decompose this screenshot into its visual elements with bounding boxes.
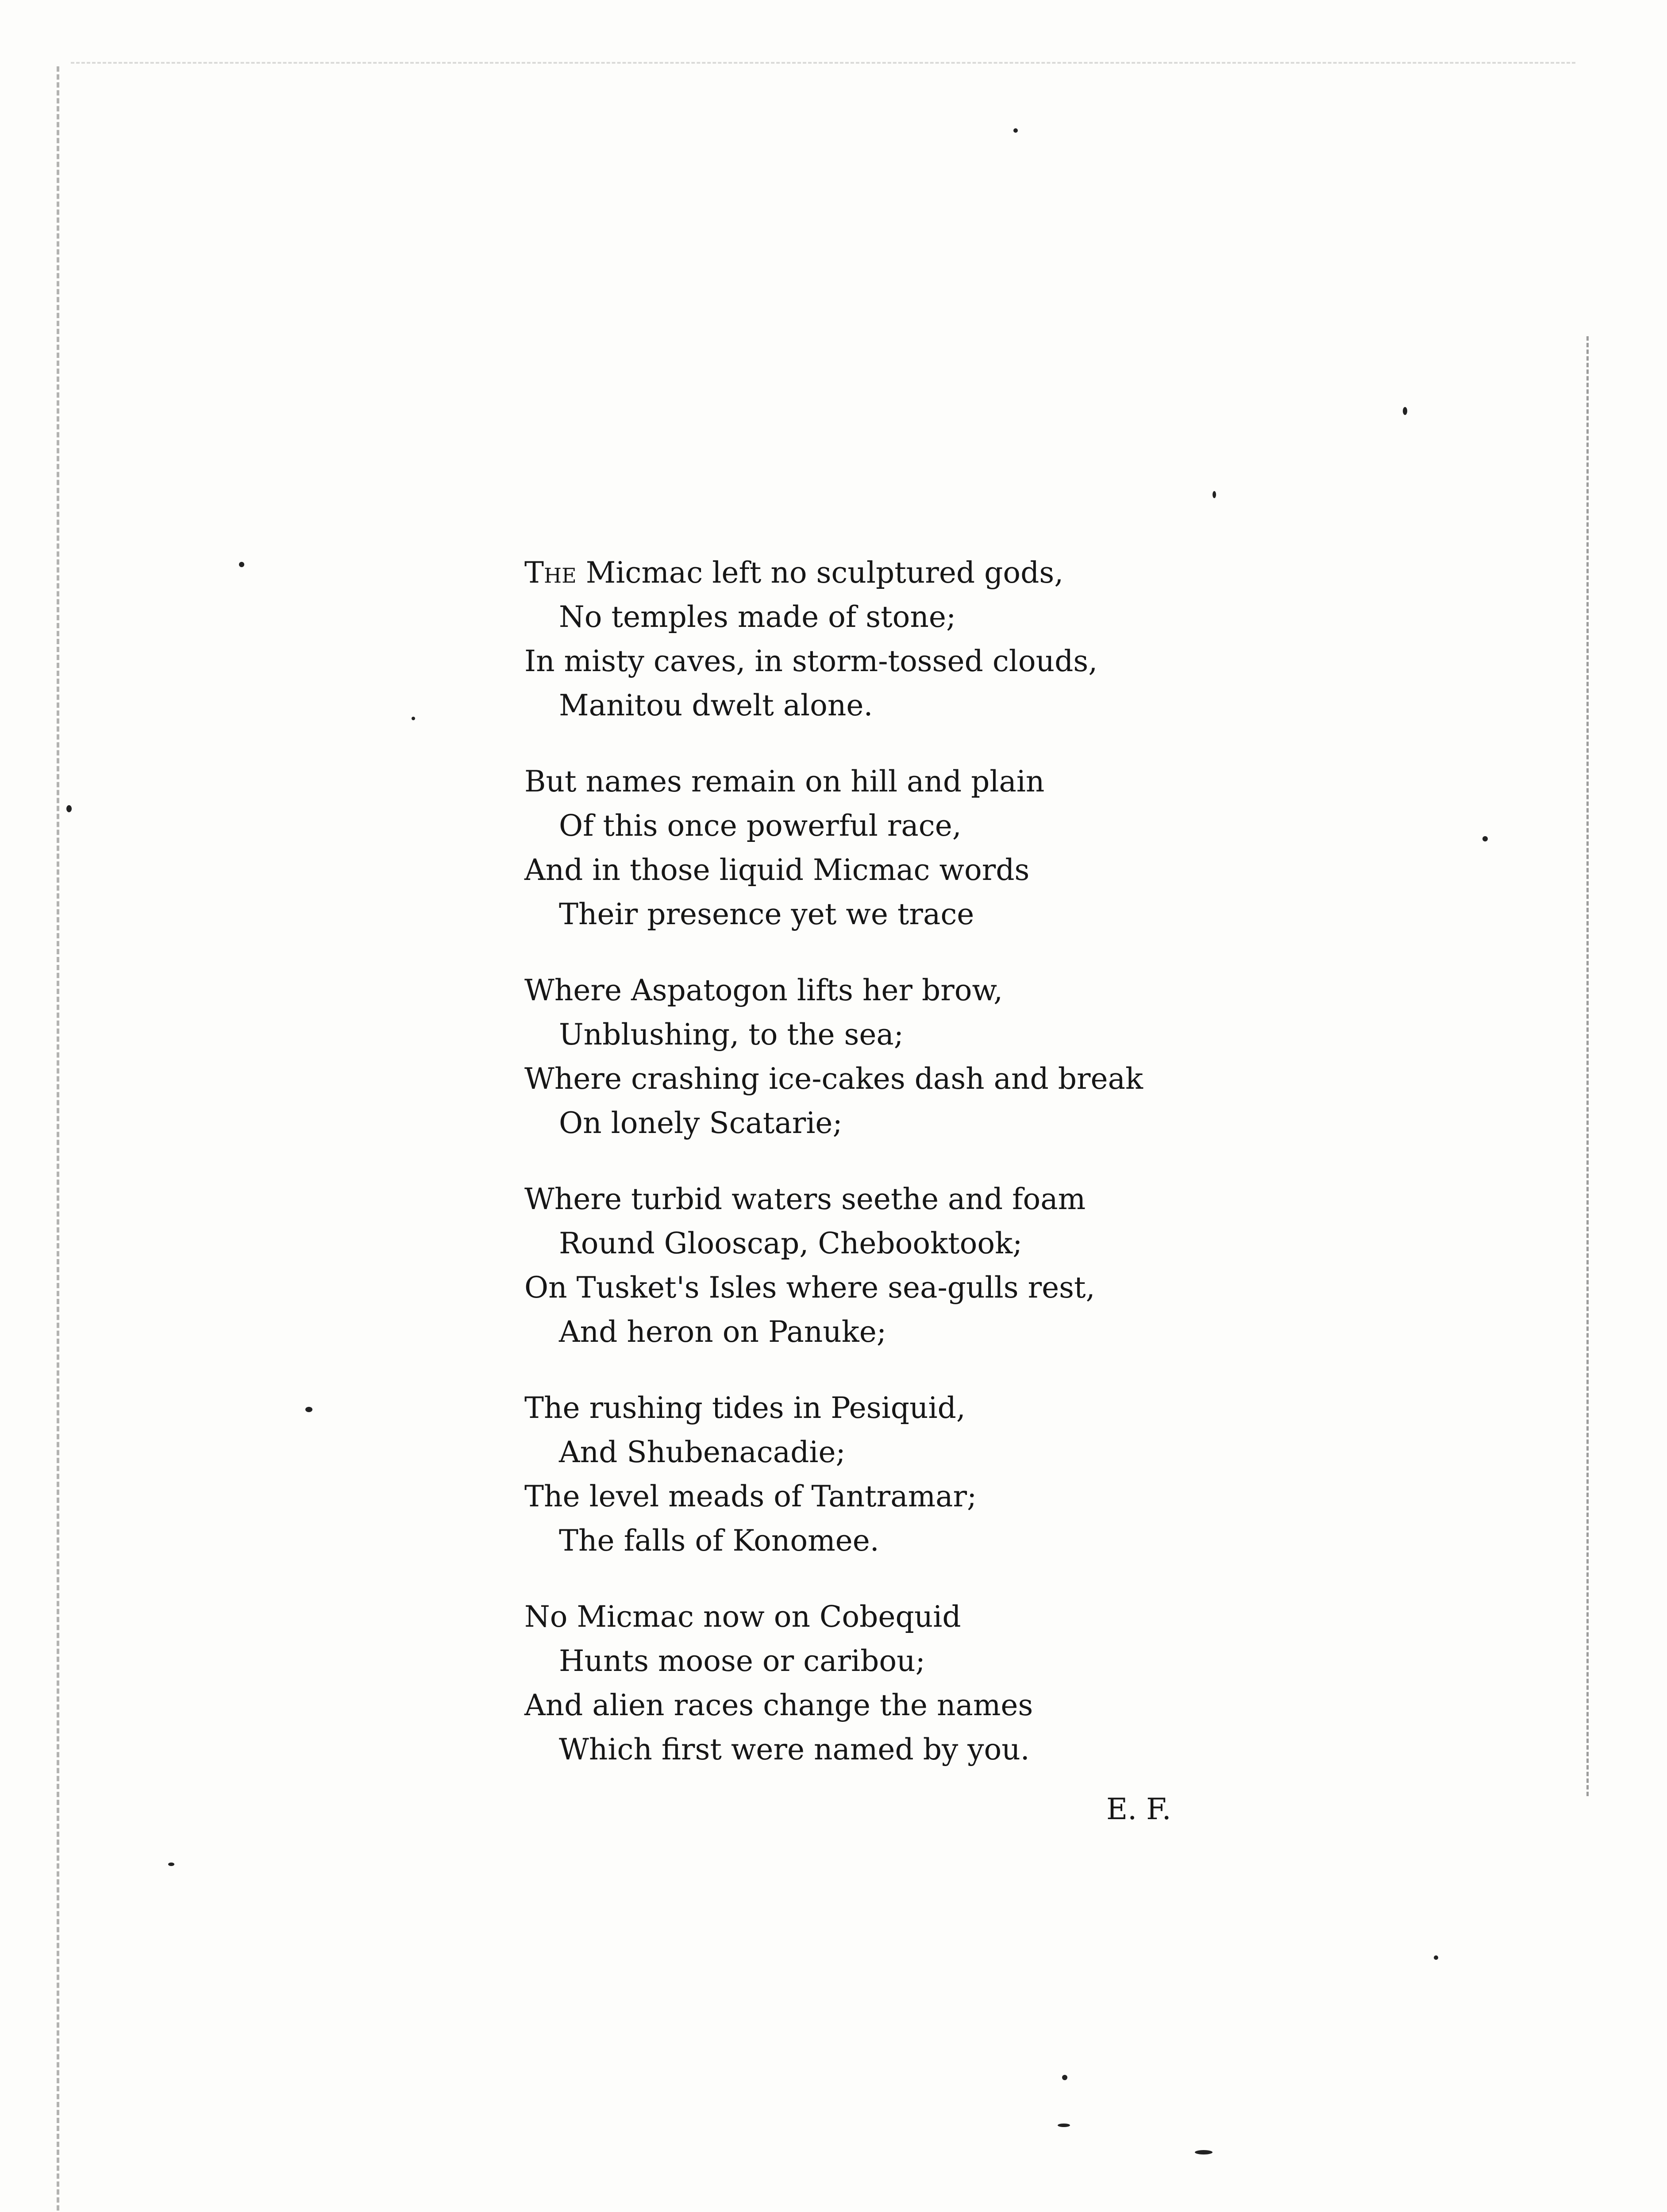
stanza-5 [524,1386,1277,1563]
poem-line: The level meads of Tantramar; [524,1479,977,1513]
poem-line: And heron on Panuke; [559,1315,887,1349]
poem-line: Hunts moose or caribou; [559,1644,925,1678]
poem-line: Round Glooscap, Chebooktook; [559,1226,1023,1260]
scan-speck [239,562,244,567]
scan-edge-left [57,66,59,2212]
poem-line: The rushing tides in Pesiquid, [524,1391,966,1425]
stanza-2 [524,760,1277,937]
scan-speck [1062,2075,1067,2080]
poem-line: And Shubenacadie; [559,1435,846,1469]
poem-line: But names remain on hill and plain [524,764,1045,799]
stanza-3 [524,968,1277,1145]
poem-line: Which first were named by you. [559,1732,1030,1767]
poem-line: No Micmac now on Cobequid [524,1600,961,1634]
scan-speck [1195,2150,1213,2154]
poem-line: Unblushing, to the sea; [559,1018,904,1052]
poem-line: Where turbid waters seethe and foam [524,1182,1086,1216]
poem-line: No temples made of stone; [559,600,956,634]
author-signature: E. F. [1106,1792,1171,1826]
scan-edge-top [71,62,1575,64]
poem-line: Of this once powerful race, [559,809,962,843]
poem-line [524,551,1277,595]
scan-edge-right [1586,336,1589,1796]
poem [524,551,1277,1804]
scan-speck [305,1407,312,1412]
poem-line: Where Aspatogon lifts her brow, [524,973,1003,1007]
poem-line: Where crashing ice-cakes dash and break [524,1062,1143,1096]
poem-line: On lonely Scatarie; [559,1106,843,1140]
poem-line: Their presence yet we trace [559,897,974,931]
poem-line-lead: The [524,556,577,590]
scan-speck [1013,128,1018,133]
stanza-4 [524,1177,1277,1354]
scan-speck [1482,836,1488,841]
poem-line: The falls of Konomee. [559,1524,879,1558]
scan-speck [168,1863,174,1866]
scan-speck [1213,491,1216,498]
poem-line: On Tusket's Isles where sea-gulls rest, [524,1271,1095,1305]
scan-speck [1434,1955,1438,1960]
stanza-1 [524,551,1277,728]
stanza-6 [524,1595,1277,1772]
poem-line-rest: Micmac left no sculptured gods, [576,556,1064,590]
poem-line: And in those liquid Micmac words [524,853,1030,887]
scan-speck [66,805,72,812]
scan-speck [1403,407,1407,415]
poem-line: And alien races change the names [524,1688,1033,1722]
scan-speck [412,717,415,720]
scan-speck [1058,2124,1070,2127]
poem-line: Manitou dwelt alone. [559,688,873,722]
poem-line: In misty caves, in storm-tossed clouds, [524,644,1098,678]
